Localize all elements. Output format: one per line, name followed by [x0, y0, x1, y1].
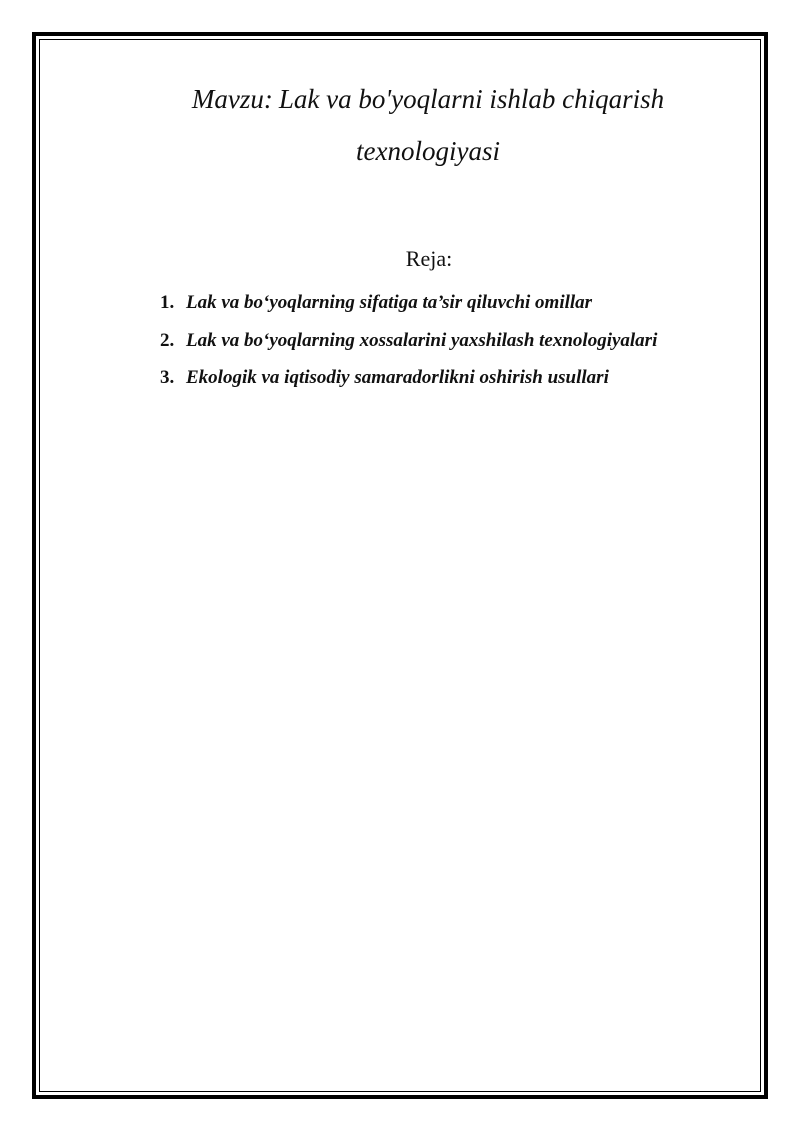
plan-item-number: 1.: [160, 292, 175, 313]
page-border: [32, 32, 768, 1099]
plan-item-number: 3.: [160, 367, 175, 388]
plan-item: [160, 322, 657, 360]
title-prefix: Mavzu:: [191, 84, 273, 114]
plan-item-text: Ekologik va iqtisodiy samaradorlikni oshirish usullari: [186, 367, 609, 388]
document-title: [0, 73, 800, 177]
plan-list: [160, 284, 657, 397]
plan-item-text: Lak va bo‘yoqlarning sifatiga ta’sir qiluvchi omillar: [186, 292, 593, 313]
title-line-1: [192, 84, 664, 114]
plan-item-text: Lak va bo‘yoqlarning xossalarini yaxshilash texnologiyalari: [186, 329, 658, 351]
title-line-2: texnologiyasi: [356, 136, 500, 166]
plan-heading: Reja:: [405, 246, 453, 271]
plan-item-number: 2.: [160, 329, 175, 351]
plan-item: [160, 284, 657, 322]
title-topic: Lak va bo'yoqlarni ishlab chiqarish: [278, 84, 665, 114]
plan-item: [160, 359, 657, 397]
